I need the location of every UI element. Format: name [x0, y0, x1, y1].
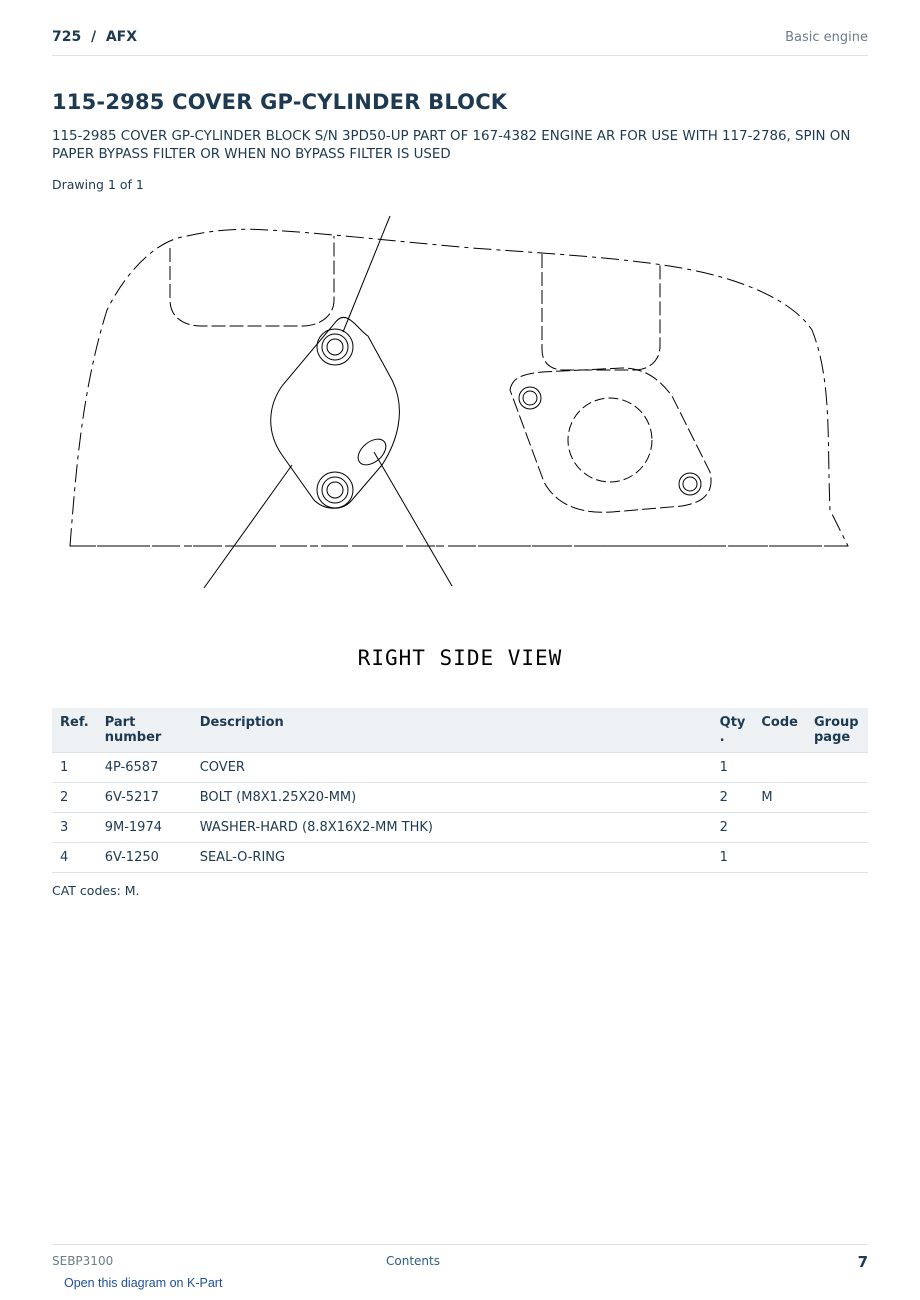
cell-ref: 3 — [52, 813, 97, 843]
cell-qty: 1 — [712, 843, 754, 873]
cell-code: M — [753, 783, 806, 813]
cat-codes-note: CAT codes: M. — [52, 883, 140, 898]
cell-part-number: 9M-1974 — [97, 813, 192, 843]
cell-code — [753, 813, 806, 843]
col-group-page: Group page — [806, 708, 868, 753]
cell-group-page — [806, 843, 868, 873]
cell-qty: 1 — [712, 753, 754, 783]
cell-group-page — [806, 783, 868, 813]
flange-hole-left — [519, 387, 541, 409]
document-id: SEBP3100 — [52, 1254, 114, 1268]
seal-ring — [353, 434, 390, 470]
header-model: 725 / AFX — [52, 29, 138, 45]
cell-qty: 2 — [712, 783, 754, 813]
cell-part-number: 4P-6587 — [97, 753, 192, 783]
cover-plate — [271, 317, 400, 508]
cell-description: COVER — [192, 753, 712, 783]
diagram-artwork — [52, 210, 868, 610]
cell-part-number: 6V-1250 — [97, 843, 192, 873]
flange-hole-right — [679, 473, 701, 495]
recess-right — [542, 254, 660, 370]
parts-diagram[interactable] — [52, 210, 868, 680]
cell-qty: 2 — [712, 813, 754, 843]
cell-description: BOLT (M8X1.25X20-MM) — [192, 783, 712, 813]
table-row — [52, 753, 868, 783]
drawing-counter: Drawing 1 of 1 — [52, 177, 144, 192]
col-ref: Ref. — [52, 708, 97, 753]
cell-group-page — [806, 753, 868, 783]
page-header — [52, 29, 868, 56]
view-label: RIGHT SIDE VIEW — [357, 646, 563, 670]
col-code: Code — [753, 708, 806, 753]
cell-part-number: 6V-5217 — [97, 783, 192, 813]
leader-line-1 — [343, 216, 390, 332]
flange-port — [568, 398, 652, 482]
table-row — [52, 783, 868, 813]
cell-description: WASHER-HARD (8.8X16X2-MM THK) — [192, 813, 712, 843]
cell-ref: 1 — [52, 753, 97, 783]
contents-link[interactable]: Contents — [386, 1254, 440, 1268]
cell-ref: 4 — [52, 843, 97, 873]
housing-outline — [70, 229, 848, 546]
table-row — [52, 843, 868, 873]
flange-hole-right-inner — [683, 477, 697, 491]
page-title: 115-2985 COVER GP-CYLINDER BLOCK — [52, 90, 508, 114]
table-row — [52, 813, 868, 843]
cell-group-page — [806, 813, 868, 843]
col-description: Description — [192, 708, 712, 753]
group-description: 115-2985 COVER GP-CYLINDER BLOCK S/N 3PD50-UP PART OF 167-4382 ENGINE AR FOR USE WITH 117-2786, SPIN ON PAPER BYPASS FILTER OR WHEN NO BYPASS FILTER IS USED — [52, 129, 851, 162]
cell-description: SEAL-O-RING — [192, 843, 712, 873]
parts-table — [52, 708, 868, 873]
recess-left — [170, 236, 334, 326]
col-qty: Qty . — [712, 708, 754, 753]
cell-code — [753, 753, 806, 783]
flange-hole-left-inner — [523, 391, 537, 405]
col-part-number: Part number — [97, 708, 192, 753]
page-number: 7 — [857, 1253, 868, 1271]
kpart-link[interactable]: Open this diagram on K-Part — [64, 1276, 223, 1290]
page-footer — [52, 1244, 868, 1275]
leader-line-3 — [374, 452, 452, 586]
header-section: Basic engine — [785, 30, 868, 45]
bolt-bottom — [317, 472, 353, 508]
bolt-top — [317, 329, 353, 365]
table-header-row — [52, 708, 868, 753]
leader-line-2 — [204, 465, 292, 588]
cell-code — [753, 843, 806, 873]
cell-ref: 2 — [52, 783, 97, 813]
